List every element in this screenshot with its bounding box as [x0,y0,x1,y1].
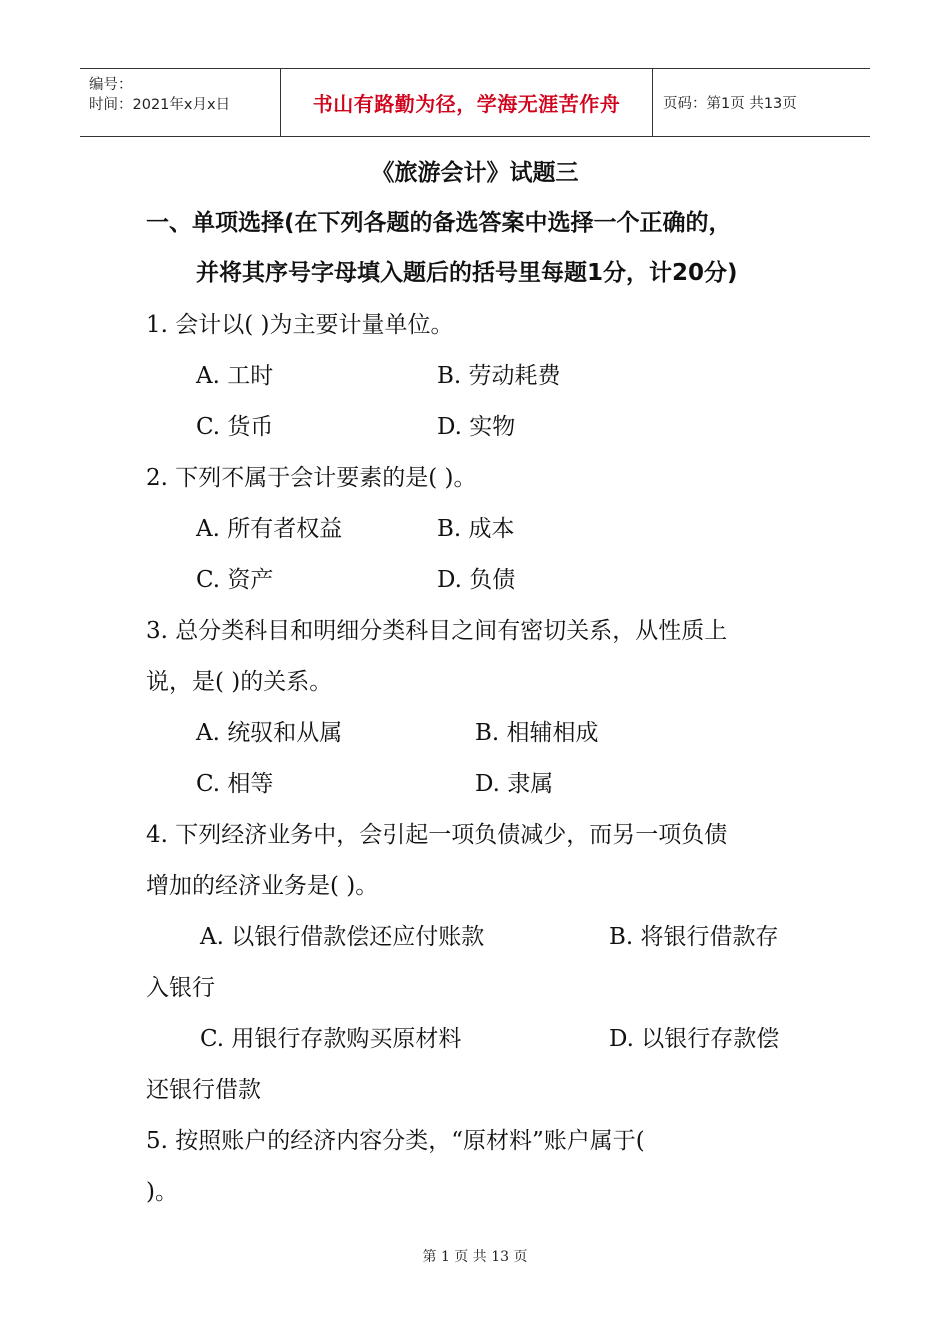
option-4a: A. 以银行借款偿还应付账款 [200,924,485,950]
option-3a: A. 统驭和从属 [196,720,343,746]
header-motto-cell [281,69,653,136]
option-3b: B. 相辅相成 [475,720,599,746]
question-4-line1: 4. 下列经济业务中，会引起一项负债减少，而另一项负债 [146,822,728,848]
header-left-cell [80,69,281,136]
time-label: 时间：2021年x月x日 [89,97,231,113]
option-4d: D. 以银行存款偿 [609,1026,780,1052]
option-4d-continued: 还银行借款 [146,1077,261,1103]
question-1: 1. 会计以( )为主要计量单位。 [146,312,454,338]
page-footer: 第 1 页 共 13 页 [422,1249,528,1265]
section-heading-line2: 并将其序号字母填入题后的括号里每题1分，计20分) [196,260,738,286]
option-2d: D. 负债 [437,567,516,593]
question-2: 2. 下列不属于会计要素的是( )。 [146,465,477,491]
option-2a: A. 所有者权益 [196,516,343,542]
question-4-line2: 增加的经济业务是( )。 [146,873,379,899]
option-4b-continued: 入银行 [146,975,215,1001]
option-4c: C. 用银行存款购买原材料 [200,1026,462,1052]
option-1a: A. 工时 [196,363,274,389]
option-3d: D. 隶属 [475,771,554,797]
exam-title: 《旅游会计》试题三 [371,160,579,186]
option-4b: B. 将银行借款存 [609,924,779,950]
question-3-line2: 说，是( )的关系。 [146,669,333,695]
section-heading-line1: 一、单项选择(在下列各题的备选答案中选择一个正确的， [146,210,732,236]
option-1b: B. 劳动耗费 [437,363,561,389]
option-3c: C. 相等 [196,771,274,797]
page-info: 页码：第1页 共13页 [663,96,797,112]
question-5-line1: 5. 按照账户的经济内容分类，“原材料”账户属于( [146,1128,645,1154]
number-label: 编号： [89,77,133,93]
question-3-line1: 3. 总分类科目和明细分类科目之间有密切关系，从性质上 [146,618,728,644]
option-1d: D. 实物 [437,414,516,440]
page-header [80,68,870,137]
header-page-cell [653,69,870,136]
question-5-line2: )。 [146,1179,178,1205]
option-2b: B. 成本 [437,516,515,542]
option-2c: C. 资产 [196,567,274,593]
motto: 书山有路勤为径，学海无涯苦作舟 [312,92,621,116]
option-1c: C. 货币 [196,414,274,440]
